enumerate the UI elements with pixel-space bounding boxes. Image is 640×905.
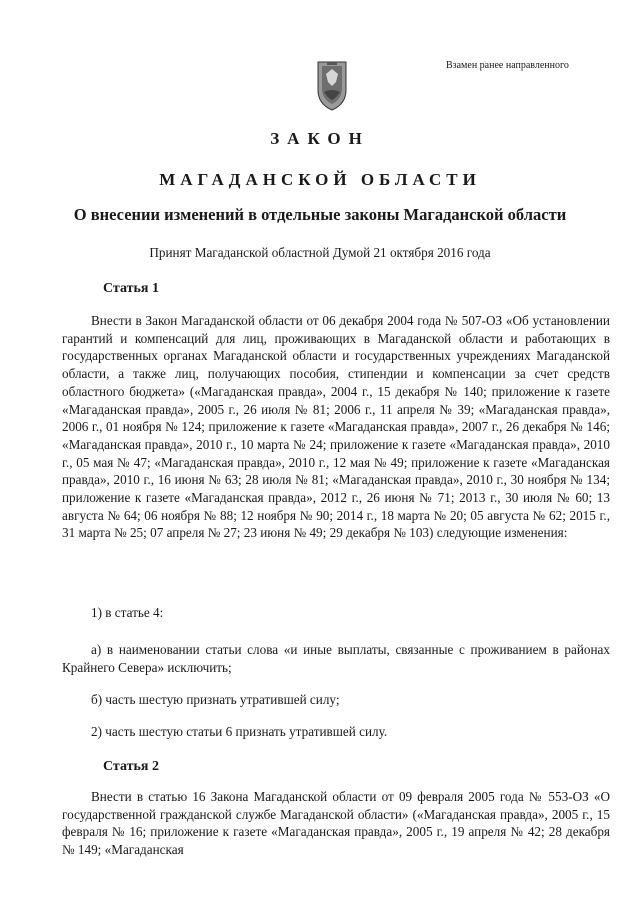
article-1-intro: Внести в Закон Магаданской области от 06 декабря 2004 года № 507-ОЗ «Об установлении гарантий и компенсаций для лиц, проживающих в Магаданской области и работающих в государственных органах Магаданской области и государственных учреждениях Магаданской области, а также лиц, получающих пособия, стипендии и компенсации за счет средств областного бюджета» («Магаданская правда», 2004 г., 15 декабря № 140; приложение к газете «Магаданская правда», 2005 г., 26 июля № 81; 2006 г., 11 апреля № 39; «Магаданская правда», 2006 г., 01 ноября № 124; приложение к газете «Магаданская правда», 2007 г., 26 декабря № 146; «Магаданская правда», 2010 г., 10 марта № 24; приложение к газете «Магаданская правда», 2010 г., 05 мая № 47; «Магаданская правда», 2010 г., 12 мая № 49; приложение к газете «Магаданская правда», 2010 г., 16 июня № 63; 28 июля № 81; «Магаданская правда», 2010 г., 30 ноября № 134; приложение к газете «Магаданская правда», 2012 г., 26 июня № 71; 2013 г., 30 июля № 60; 13 августа № 64; 06 ноября № 88; 12 ноября № 90; 2014 г., 18 марта № 20; 05 августа № 62; 2015 г., 31 марта № 25; 07 апреля № 27; 23 июня № 49; 29 декабря № 103) следующие изменения: — [62, 313, 610, 541]
article-1-item-1b: б) часть шестую признать утратившей силу; — [91, 692, 340, 707]
region-title: МАГАДАНСКОЙ ОБЛАСТИ — [159, 170, 481, 189]
article-2-intro: Внести в статью 16 Закона Магаданской области от 09 февраля 2005 года № 553-ОЗ «О государственной гражданской службе Магаданской области» («Магаданская правда», 2005 г., 15 февраля № 16; приложение к газете «Магаданская правда», 2005 г., 19 апреля № 42; 28 декабря № 149; «Магаданская — [62, 789, 610, 858]
article-1-item-2: 2) часть шестую статьи 6 признать утратившей силу. — [91, 724, 388, 739]
adoption-line: Принят Магаданской областной Думой 21 октября 2016 года — [149, 245, 491, 260]
article-1-heading: Статья 1 — [103, 281, 159, 296]
article-1-item-1: 1) в статье 4: — [91, 605, 164, 620]
law-subject: О внесении изменений в отдельные законы Магаданской области — [73, 205, 567, 224]
law-title: ЗАКОН — [270, 129, 370, 148]
article-1-item-1a: а) в наименовании статьи слова «и иные выплаты, связанные с проживанием в районах Крайнего Севера» исключить; — [62, 642, 610, 675]
replacement-note: Взамен ранее направленного — [446, 60, 569, 71]
coat-of-arms-emblem — [312, 60, 352, 112]
article-2-heading: Статья 2 — [103, 759, 159, 774]
